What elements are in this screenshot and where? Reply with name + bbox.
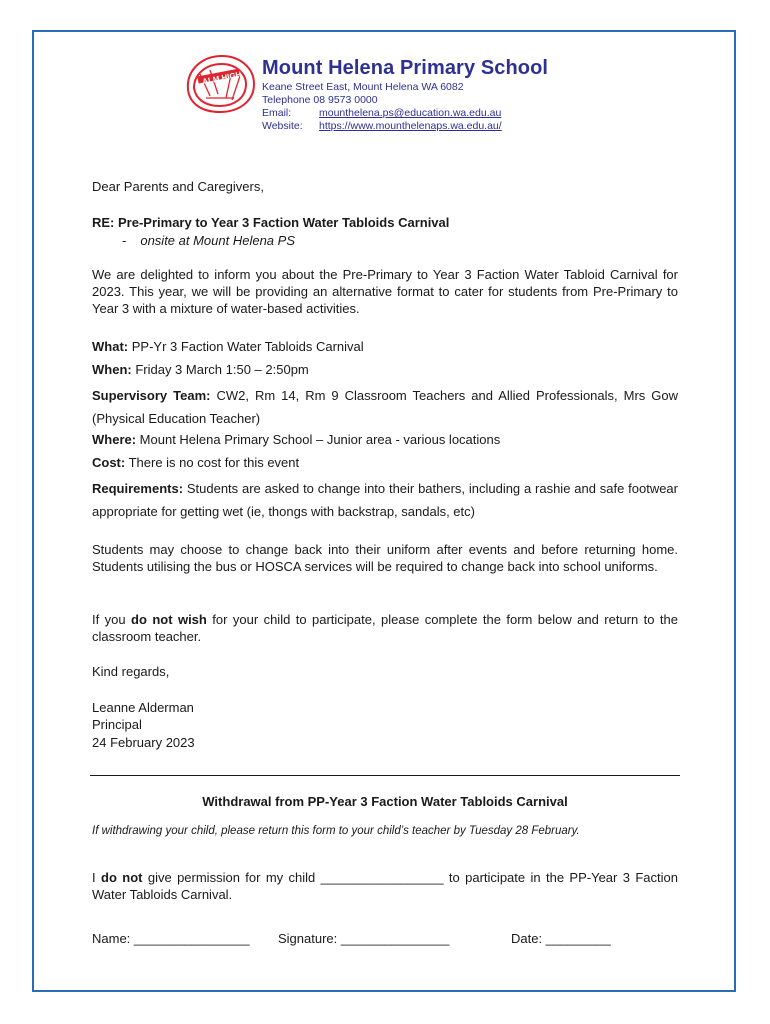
detail-label: Cost:	[92, 455, 126, 470]
perm-bold: do not	[101, 870, 143, 885]
wish-bold: do not wish	[131, 612, 207, 627]
detail-label: When:	[92, 362, 132, 377]
logo-text: ALM HIGH	[201, 69, 243, 87]
detail-label: Supervisory Team:	[92, 388, 211, 403]
re-subline	[122, 232, 522, 249]
sub-line-text: onsite at Mount Helena PS	[140, 233, 295, 248]
detail-value: PP-Yr 3 Faction Water Tabloids Carnival	[128, 339, 364, 354]
date-field[interactable]: Date: _________	[511, 931, 611, 946]
detail-when	[92, 361, 678, 378]
detail-cost	[92, 454, 678, 471]
detail-where	[92, 431, 678, 448]
intro-paragraph: We are delighted to inform you about the Pre-Primary to Year 3 Faction Water Tabloid Carnival for 2023. This year, we will be providing an alternative format to cater for students from Pre-Primary to Year 3 with a mixture of water-based activities.	[92, 267, 678, 316]
school-logo-icon	[180, 50, 260, 116]
email-label: Email:	[262, 107, 292, 119]
wish-pre: If you	[92, 612, 132, 627]
detail-label: Where:	[92, 432, 137, 447]
name-field[interactable]: Name: ________________	[92, 931, 250, 946]
signature-field[interactable]: Signature: _______________	[278, 931, 450, 946]
detail-value: Mount Helena Primary School – Junior area - various locations	[136, 432, 501, 447]
detail-value: Friday 3 March 1:50 – 2:50pm	[131, 362, 309, 377]
perm-pre: I	[92, 870, 101, 885]
detail-label: What:	[92, 339, 129, 354]
school-address: Keane Street East, Mount Helena WA 6082	[262, 81, 464, 93]
website-link[interactable]: https://www.mounthelenaps.wa.edu.au/	[319, 120, 502, 132]
website-label: Website:	[262, 120, 303, 132]
school-name: Mount Helena Primary School	[262, 57, 549, 79]
school-website-line	[262, 120, 502, 132]
signatory-name: Leanne Alderman	[92, 700, 194, 715]
detail-requirements	[92, 477, 678, 523]
detail-what	[92, 338, 678, 355]
sub-dash: -	[122, 233, 127, 248]
wish-post: for your child to participate, please complete the form below and return to the classroom teacher.	[92, 612, 678, 644]
perm-post: give permission for my child _________________ to participate in the PP-Year 3 Faction Water Tabloids Carnival.	[92, 870, 678, 902]
closing: Kind regards,	[92, 664, 170, 679]
form-divider	[90, 775, 680, 776]
detail-value: There is no cost for this event	[125, 455, 300, 470]
detail-label: Requirements:	[92, 481, 184, 496]
school-telephone: Telephone 08 9573 0000	[262, 94, 378, 106]
permission-statement	[92, 869, 678, 903]
detail-supervisory-team	[92, 384, 678, 430]
salutation: Dear Parents and Caregivers,	[92, 179, 264, 194]
form-title: Withdrawal from PP-Year 3 Faction Water Tabloids Carnival	[202, 794, 568, 809]
do-not-wish-paragraph	[92, 611, 678, 645]
email-link[interactable]: mounthelena.ps@education.wa.edu.au	[319, 107, 502, 119]
change-back-paragraph: Students may choose to change back into their uniform after events and before returning home. Students utilising the bus or HOSCA services will be required to change back into school uniforms.	[92, 542, 678, 574]
detail-value: Students are asked to change into their bathers, including a rashie and safe footwear appropriate for getting wet (ie, thongs with backstrap, sandals, etc)	[92, 481, 678, 519]
re-line: RE: Pre-Primary to Year 3 Faction Water Tabloids Carnival	[92, 215, 450, 230]
form-instruction: If withdrawing your child, please return this form to your child’s teacher by Tuesday 28 February.	[92, 825, 580, 837]
letter-date: 24 February 2023	[92, 735, 195, 750]
detail-value: CW2, Rm 14, Rm 9 Classroom Teachers and Allied Professionals, Mrs Gow (Physical Education Teacher)	[92, 388, 678, 426]
signatory-title: Principal	[92, 717, 142, 732]
school-email-line	[262, 107, 501, 119]
